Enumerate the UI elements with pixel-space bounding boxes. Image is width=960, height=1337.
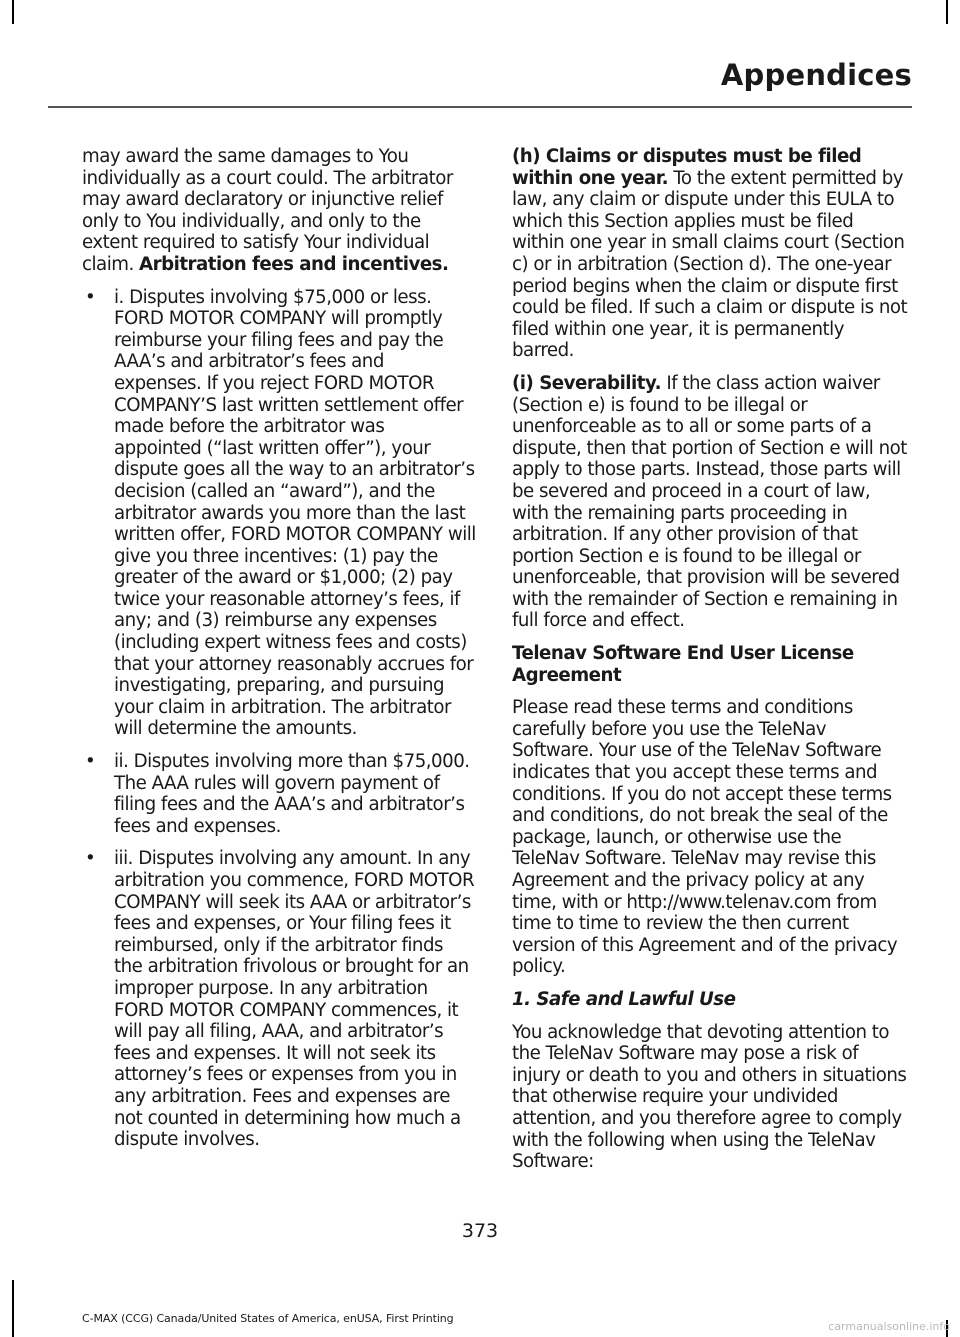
crop-mark-top-right [946, 0, 948, 24]
fees-list [82, 287, 476, 1151]
edition-footer: C-MAX (CCG) Canada/United States of America, enUSA, First Printing [82, 1312, 454, 1325]
intro-paragraph [82, 146, 476, 276]
section-i-heading: (i) Severability. [512, 372, 662, 394]
section-h-paragraph [512, 146, 910, 362]
section-h-text: To the extent permitted by law, any claim or dispute under this EULA to which this Section applies must be filed within one year in small claims court (Section c) or in arbitration (Section d). The one-year period begins when the claim or dispute first could be filed. If such a claim or dispute is not filed within one year, it is permanently barred. [512, 167, 908, 362]
crop-mark-bottom-left [12, 1280, 14, 1337]
telenav-heading: Telenav Software End User License Agreement [512, 643, 854, 686]
telenav-paragraph: Please read these terms and conditions carefully before you use the TeleNav Software. Your use of the TeleNav Software indicates that you accept these terms and conditions. If you do not accept these terms and conditions, do not break the seal of the package, launch, or otherwise use the TeleNav Software. TeleNav may revise this Agreement and the privacy policy at any time, with or http://www.telenav.com from time to time to review the then current version of this Agreement and of the privacy policy. [512, 697, 898, 978]
bullet-marker: • [85, 848, 96, 870]
section-h-heading: (h) Claims or disputes must be filed within one year. [512, 146, 862, 189]
fees-heading: Arbitration fees and incentives. [139, 253, 449, 275]
list-item-text: iii. Disputes involving any amount. In any arbitration you commence, FORD MOTOR COMPANY will seek its AAA or arbitrator’s fees and expenses, or Your filing fees it reimbursed, only if the arbitrator finds the arbitration frivolous or brought for an improper purpose. In any arbitration FORD MOTOR COMPANY commences, it will pay all filing, AAA, and arbitrator’s fees and expenses. It will not seek its attorney’s fees or expenses from you in any arbitration. Fees and expenses are not counted in determining how much a dispute involves. [114, 848, 475, 1151]
safe-use-paragraph: You acknowledge that devoting attention to the TeleNav Software may pose a risk of injury or death to you and others in situations that otherwise require your undivided attention, and you therefore agree to comply with the following when using the TeleNav Software: [512, 1021, 907, 1173]
page-number: 373 [461, 1220, 499, 1242]
list-item [82, 848, 476, 1150]
section-i-paragraph [512, 373, 910, 632]
list-item-text: i. Disputes involving $75,000 or less. FORD MOTOR COMPANY will promptly reimburse your filing fees and pay the AAA’s and arbitrator’s fees and expenses. If you reject FORD MOTOR COMPANY’S last written settlement offer made before the arbitrator was appointed (“last written offer”), your dispute goes all the way to an arbitrator’s decision (called an “award”), and the arbitrator awards you more than the last written offer, FORD MOTOR COMPANY will give you three incentives: (1) pay the greater of the award or $1,000; (2) pay twice your reasonable attorney’s fees, if any; and (3) reimburse any expenses (including expert witness fees and costs) that your attorney reasonably accrues for investigating, preparing, and pursuing your claim in arbitration. The arbitrator will determine the amounts. [114, 286, 476, 740]
bullet-marker: • [85, 751, 96, 773]
left-column [82, 146, 476, 1162]
list-item [82, 287, 476, 740]
intro-text: may award the same damages to You individually as a court could. The arbitrator may award declaratory or injunctive relief only to You individually, and only to the extent required to satisfy Your individual claim. [82, 146, 453, 275]
safe-use-heading: 1. Safe and Lawful Use [512, 988, 736, 1010]
crop-mark-top-left [12, 0, 14, 24]
right-column [512, 146, 910, 1184]
list-item-text: ii. Disputes involving more than $75,000. The AAA rules will govern payment of filing fees and the AAA’s and arbitrator’s fees and expenses. [114, 751, 470, 837]
watermark-text: carmanualsonline.info [828, 1320, 950, 1333]
list-item [82, 751, 476, 837]
header-divider [48, 106, 912, 108]
bullet-marker: • [85, 286, 96, 308]
section-i-text: If the class action waiver (Section e) is found to be illegal or unenforceable as to all or some parts of a dispute, then that portion of Section e will not apply to those parts. Instead, those parts will be severed and proceed in a court of law, with the remaining parts proceeding in arbitration. If any other provision of that portion Section e is found to be illegal or unenforceable, that provision will be severed with the remainder of Section e remaining in full force and effect. [512, 372, 907, 632]
page-section-title: Appendices [720, 58, 912, 92]
